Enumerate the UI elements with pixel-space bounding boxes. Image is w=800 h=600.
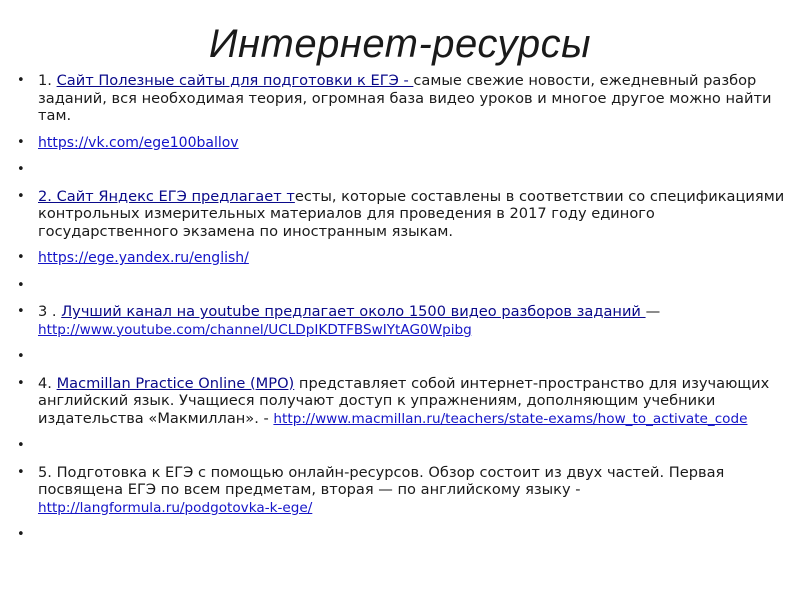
link-langformula[interactable]: http://langformula.ru/podgotovka-k-ege/ xyxy=(38,499,313,516)
slide-title: Интернет-ресурсы xyxy=(208,22,592,66)
bullet-icon: • xyxy=(17,277,25,293)
link-macmillan[interactable]: http://www.macmillan.ru/teachers/state-exams/how_to_activate_code xyxy=(273,410,748,427)
link-yandex[interactable]: https://ege.yandex.ru/english/ xyxy=(38,250,249,266)
list-item-3 xyxy=(14,188,796,241)
link-vk[interactable]: https://vk.com/ege100ballov xyxy=(38,134,239,151)
item-text: самые свежие новости, ежедневный разбор заданий, вся необходимая теория, огромная база видео уроков и многое другое можно найти там. xyxy=(38,72,772,124)
link-youtube[interactable]: http://www.youtube.com/channel/UCLDpIKDTFBSwIYtAG0Wpibg xyxy=(38,321,472,338)
bullet-icon: • xyxy=(17,304,25,319)
bullet-icon: • xyxy=(17,464,25,480)
bullet-icon: • xyxy=(17,188,25,204)
item-number: 5 xyxy=(38,463,48,481)
item-text: представляет собой интернет-пространство для изучающих английский язык. Учащиеся получают доступ к упражнениям, дополняющим учебники издательства «Макмиллан». - xyxy=(38,374,770,427)
list-item-2 xyxy=(14,134,796,153)
link-yandex-ege[interactable]: 2. Сайт Яндекс ЕГЭ предлагает т xyxy=(38,187,295,205)
resource-list xyxy=(14,72,796,553)
bullet-icon: • xyxy=(17,134,25,150)
list-item-empty xyxy=(14,437,796,455)
list-item-7 xyxy=(14,464,796,518)
item-text: есты, которые составлены в соответствии со спецификациями контрольных измерительных материалов для проведения в 2017 году единого государственного экзамена по иностранным языкам. xyxy=(38,187,785,240)
link-youtube-channel-text[interactable]: Лучший канал на youtube предлагает около 1500 видео разборов заданий xyxy=(61,303,646,320)
list-item-6 xyxy=(14,375,796,429)
bullet-icon: • xyxy=(17,375,25,391)
list-item-4 xyxy=(14,249,796,268)
bullet-icon: • xyxy=(17,73,25,88)
bullet-icon: • xyxy=(17,162,25,177)
list-item-empty xyxy=(14,348,796,366)
item-dash: — xyxy=(645,303,661,320)
item-number: 3 . xyxy=(38,303,62,320)
bullet-icon: • xyxy=(17,527,25,542)
item-number: 1. xyxy=(38,72,57,89)
list-item-1 xyxy=(14,72,796,125)
item-number: 4. xyxy=(38,374,57,392)
list-item-empty xyxy=(14,161,796,179)
list-item-5 xyxy=(14,303,796,339)
list-item-empty xyxy=(14,277,796,295)
link-macmillan-mpo[interactable]: Macmillan Practice Online (MPO) xyxy=(56,374,295,392)
list-item-empty xyxy=(14,526,796,544)
bullet-icon: • xyxy=(17,349,25,364)
bullet-icon: • xyxy=(17,438,25,453)
item-text: . Подготовка к ЕГЭ с помощью онлайн-ресурсов. Обзор состоит из двух частей. Первая посвящена ЕГЭ по всем предметам, вторая — по английскому языку - xyxy=(38,463,725,498)
bullet-icon: • xyxy=(17,250,25,265)
link-useful-sites[interactable]: Сайт Полезные сайты для подготовки к ЕГЭ - xyxy=(56,72,414,89)
